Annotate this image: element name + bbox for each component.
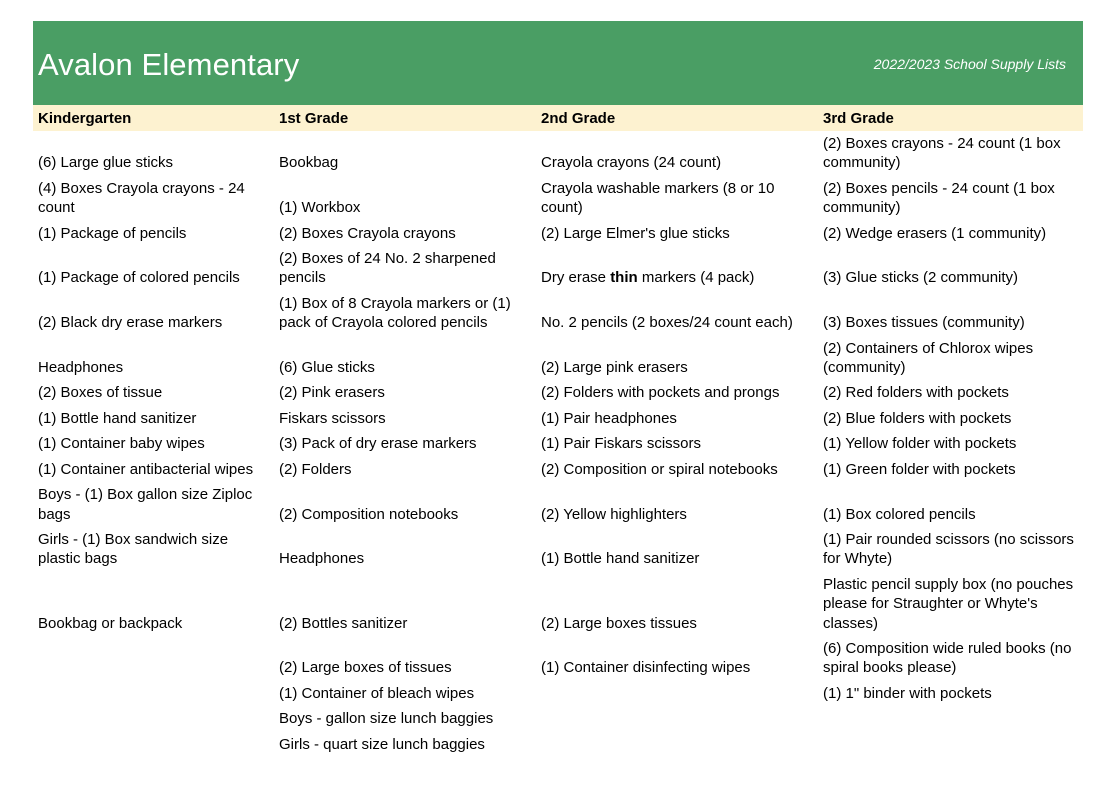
supply-row: [33, 457, 1083, 482]
supply-item-3rd-grade: (1) Box colored pencils: [823, 505, 976, 523]
supply-item-1st-grade: (2) Large boxes of tissues: [279, 659, 452, 677]
supply-table: [33, 131, 1083, 757]
supply-item-2nd-grade: (2) Yellow highlighters: [541, 505, 687, 523]
supply-item-3rd-grade: (2) Red folders with pockets: [823, 384, 1009, 402]
supply-row: [33, 706, 1083, 731]
supply-item-2nd-grade: No. 2 pencils (2 boxes/24 count each): [541, 314, 793, 332]
supply-item-1st-grade: (2) Pink erasers: [279, 384, 385, 402]
supply-item-1st-grade: (2) Boxes Crayola crayons: [279, 224, 456, 242]
supply-item-3rd-grade: (3) Boxes tissues (community): [823, 314, 1025, 332]
supply-item-2nd-grade: [536, 706, 818, 731]
supply-item-kindergarten: Bookbag or backpack: [38, 614, 183, 632]
supply-row: [33, 246, 1083, 291]
supply-item-3rd-grade: (2) Boxes crayons - 24 count (1 box community): [823, 135, 1061, 172]
supply-item-2nd-grade: Crayola crayons (24 count): [541, 154, 722, 172]
supply-item-2nd-grade: (2) Large pink erasers: [541, 359, 688, 377]
supply-item-1st-grade: (2) Composition notebooks: [279, 505, 459, 523]
supply-row: [33, 681, 1083, 706]
supply-item-kindergarten: (1) Package of pencils: [38, 224, 187, 242]
supply-item-3rd-grade: (6) Composition wide ruled books (no spiral books please): [823, 639, 1072, 677]
supply-item-3rd-grade: (1) 1" binder with pockets: [823, 684, 992, 702]
supply-item-kindergarten: (4) Boxes Crayola crayons - 24 count: [38, 179, 245, 217]
supply-item-kindergarten: (2) Black dry erase markers: [38, 314, 223, 332]
supply-list-sheet: [33, 21, 1083, 757]
supply-item-1st-grade: Bookbag: [279, 154, 339, 172]
supply-item-2nd-grade: (1) Bottle hand sanitizer: [541, 550, 700, 568]
supply-item-kindergarten: [33, 636, 274, 681]
supply-item-kindergarten: (1) Bottle hand sanitizer: [38, 409, 197, 427]
supply-row: [33, 572, 1083, 636]
supply-item-1st-grade: Fiskars scissors: [279, 409, 386, 427]
supply-item-2nd-grade: (2) Composition or spiral notebooks: [541, 460, 778, 478]
supply-item-1st-grade: (2) Folders: [279, 460, 352, 478]
supply-item-kindergarten: (1) Container antibacterial wipes: [38, 460, 254, 478]
supply-item-kindergarten: [33, 732, 274, 757]
supply-item-kindergarten: (2) Boxes of tissue: [38, 384, 163, 402]
supply-item-2nd-grade: (1) Container disinfecting wipes: [541, 659, 751, 677]
supply-item-2nd-grade: Crayola washable markers (8 or 10 count): [541, 179, 775, 217]
grade-header-row: [33, 105, 1083, 131]
supply-item-kindergarten: (6) Large glue sticks: [38, 154, 174, 172]
supply-item-kindergarten: Girls - (1) Box sandwich size plastic bags: [38, 530, 229, 568]
supply-item-2nd-grade: [536, 732, 818, 757]
supply-row: [33, 527, 1083, 572]
supply-item-1st-grade: (1) Workbox: [279, 199, 361, 217]
supply-table-body: [33, 131, 1083, 757]
supply-row: [33, 380, 1083, 405]
supply-item-1st-grade: (6) Glue sticks: [279, 359, 375, 377]
supply-item-3rd-grade: (2) Blue folders with pockets: [823, 409, 1012, 427]
supply-item-1st-grade: (2) Bottles sanitizer: [279, 614, 408, 632]
supply-item-3rd-grade: (2) Boxes pencils - 24 count (1 box community): [823, 179, 1055, 217]
supply-item-3rd-grade: (3) Glue sticks (2 community): [823, 269, 1019, 287]
supply-item-3rd-grade: (1) Pair rounded scissors (no scissors for Whyte): [823, 530, 1074, 568]
supply-item-1st-grade: Girls - quart size lunch baggies: [279, 735, 485, 753]
supply-row: [33, 291, 1083, 336]
supply-item-1st-grade: (3) Pack of dry erase markers: [279, 435, 477, 453]
supply-item-3rd-grade: [818, 706, 1083, 731]
supply-item-3rd-grade: [818, 732, 1083, 757]
supply-item-1st-grade: Boys - gallon size lunch baggies: [279, 710, 494, 728]
supply-row: [33, 176, 1083, 221]
column-header-3rd-grade: 3rd Grade: [823, 110, 894, 127]
supply-item-3rd-grade: (1) Yellow folder with pockets: [823, 435, 1017, 453]
column-header-2nd-grade: 2nd Grade: [541, 110, 616, 127]
title-banner: [33, 21, 1083, 105]
supply-item-3rd-grade: (1) Green folder with pockets: [823, 460, 1016, 478]
school-name: Avalon Elementary: [38, 47, 300, 82]
supply-item-1st-grade: (1) Container of bleach wipes: [279, 684, 475, 702]
supply-row: [33, 336, 1083, 381]
supply-item-2nd-grade: (2) Large Elmer's glue sticks: [541, 224, 730, 242]
supply-row: [33, 221, 1083, 246]
supply-item-2nd-grade: [536, 681, 818, 706]
supply-row: [33, 131, 1083, 176]
supply-item-2nd-grade: (1) Pair headphones: [541, 409, 677, 427]
supply-item-kindergarten: [33, 706, 274, 731]
supply-item-kindergarten: (1) Container baby wipes: [38, 435, 205, 453]
column-header-1st-grade: 1st Grade: [279, 110, 349, 127]
supply-row: [33, 732, 1083, 757]
supply-item-3rd-grade: (2) Containers of Chlorox wipes (community): [823, 339, 1034, 377]
supply-row: [33, 482, 1083, 527]
supply-item-1st-grade: Headphones: [279, 550, 365, 568]
supply-item-kindergarten: Headphones: [38, 359, 124, 377]
supply-item-2nd-grade: (1) Pair Fiskars scissors: [541, 435, 702, 453]
supply-item-2nd-grade: (2) Large boxes tissues: [541, 614, 697, 632]
column-header-kindergarten: Kindergarten: [38, 110, 132, 127]
supply-item-kindergarten: (1) Package of colored pencils: [38, 269, 240, 287]
supply-item-1st-grade: (1) Box of 8 Crayola markers or (1) pack of Crayola colored pencils: [279, 294, 511, 332]
supply-item-kindergarten: Boys - (1) Box gallon size Ziploc bags: [38, 486, 253, 523]
supply-item-2nd-grade: (2) Folders with pockets and prongs: [541, 384, 780, 402]
supply-row: [33, 636, 1083, 681]
supply-item-kindergarten: [33, 681, 274, 706]
supply-row: [33, 431, 1083, 456]
supply-item-2nd-grade: Dry erase thin markers (4 pack): [541, 269, 755, 287]
supply-item-3rd-grade: (2) Wedge erasers (1 community): [823, 224, 1047, 242]
supply-row: [33, 406, 1083, 431]
supply-item-1st-grade: (2) Boxes of 24 No. 2 sharpened pencils: [279, 250, 496, 287]
sheet-subtitle: 2022/2023 School Supply Lists: [873, 56, 1066, 72]
supply-item-3rd-grade: Plastic pencil supply box (no pouches please for Straughter or Whyte's classes): [823, 575, 1074, 632]
